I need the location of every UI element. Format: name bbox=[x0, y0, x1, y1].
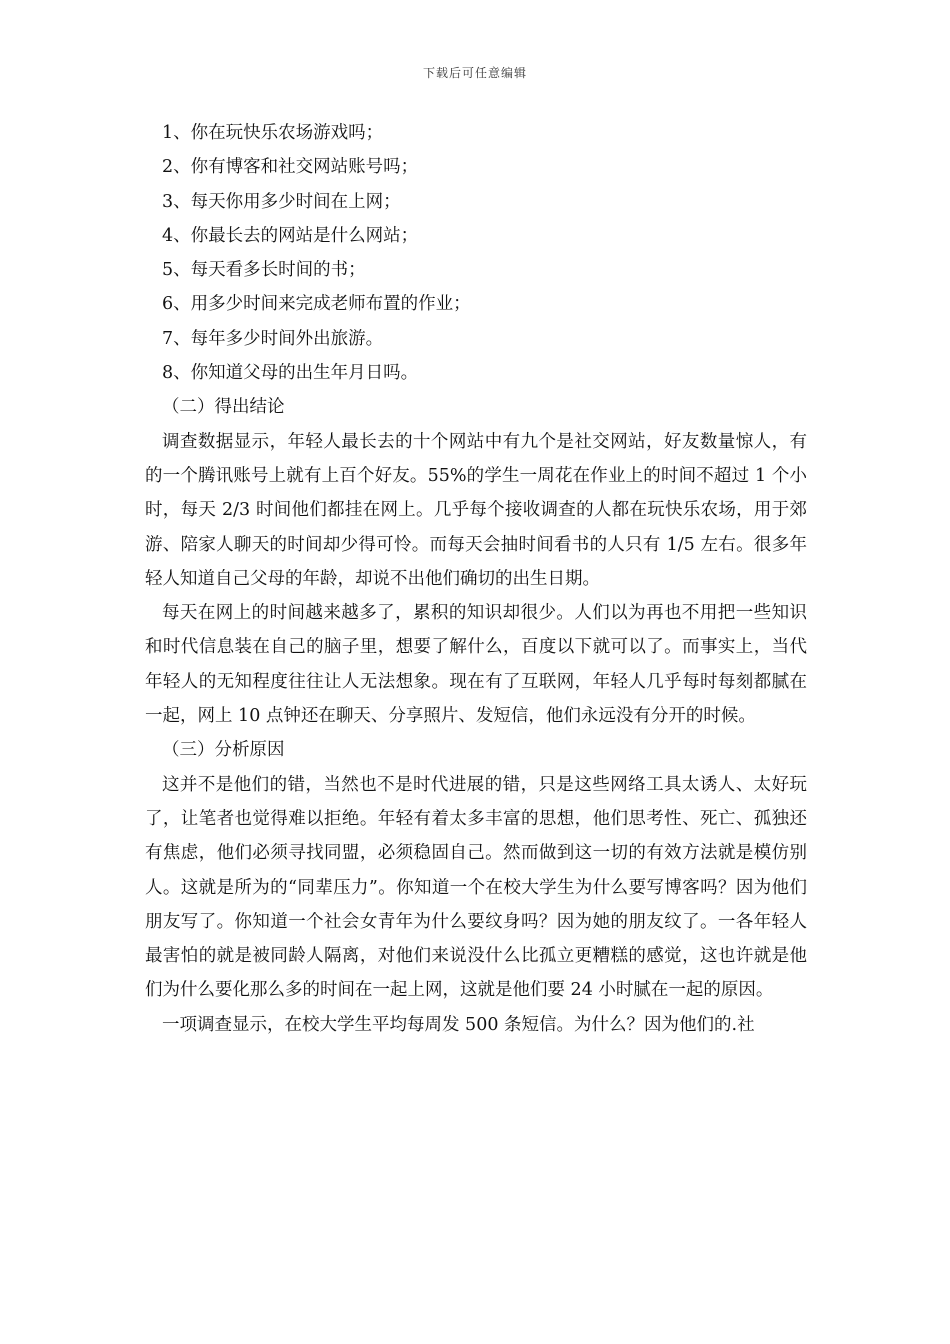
list-item: 1、你在玩快乐农场游戏吗； bbox=[162, 123, 384, 143]
paragraph-survey-results: 调查数据显示，年轻人最长去的十个网站中有九个是社交网站，好友数量惊人，有的一个腾讯账号上就有上百个好友。55%的学生一周花在作业上的时间不超过 1 个小时，每天 2/3 时间他们都挂在网上。几乎每个接收调查的人都在玩快乐农场，用于郊游、陪家人聊天的时间却少得可怜。而每天会抽时间看书的人只有 1/5 左右。很多年轻人知道自己父母的年龄，却说不出他们确切的出生日期。 bbox=[145, 431, 807, 589]
paragraph-peer-pressure: 这并不是他们的错，当然也不是时代进展的错，只是这些网络工具太诱人、太好玩了，让笔者也觉得难以拒绝。年轻有着太多丰富的思想，他们思考性、死亡、孤独还有焦虑，他们必须寻找同盟，必须稳固自己。然而做到这一切的有效方法就是模仿别人。这就是所为的“同辈压力”。你知道一个在校大学生为什么要写博客吗？因为他们朋友写了。你知道一个社会女青年为什么要纹身吗？因为她的朋友纹了。一各年轻人最害怕的就是被同龄人隔离，对他们来说没什么比孤立更糟糕的感觉，这也许就是他们为什么要化那么多的时间在一起上网，这就是他们要 24 小时腻在一起的原因。 bbox=[145, 774, 807, 1001]
list-item: 2、你有博客和社交网站账号吗； bbox=[162, 157, 419, 178]
page-header: 下载后可任意编辑 bbox=[422, 66, 527, 80]
paragraph-online-time: 每天在网上的时间越来越多了，累积的知识却很少。人们以为再也不用把一些知识和时代信息装在自己的脑子里，想要了解什么，百度以下就可以了。而事实上，当代年轻人的无知程度往往让人无法想象。现在有了互联网，年轻人几乎每时每刻都腻在一起，网上 10 点钟还在聊天、分享照片、发短信，他们永远没有分开的时候。 bbox=[145, 603, 807, 727]
list-item: 5、每天看多长时间的书； bbox=[162, 260, 366, 281]
list-item: 8、你知道父母的出生年月日吗。 bbox=[162, 363, 419, 384]
document-body bbox=[145, 116, 807, 1042]
list-item: 7、每年多少时间外出旅游。 bbox=[162, 328, 384, 349]
list-item: 4、你最长去的网站是什么网站； bbox=[162, 225, 419, 246]
list-item: 6、用多少时间来完成老师布置的作业； bbox=[162, 294, 471, 315]
section-heading-conclusion: （二）得出结论 bbox=[162, 397, 285, 418]
paragraph-sms-survey: 一项调查显示，在校大学生平均每周发 500 条短信。为什么？因为他们的.社 bbox=[162, 1014, 755, 1035]
list-item: 3、每天你用多少时间在上网； bbox=[162, 191, 401, 212]
section-heading-analysis: （三）分析原因 bbox=[162, 740, 285, 761]
